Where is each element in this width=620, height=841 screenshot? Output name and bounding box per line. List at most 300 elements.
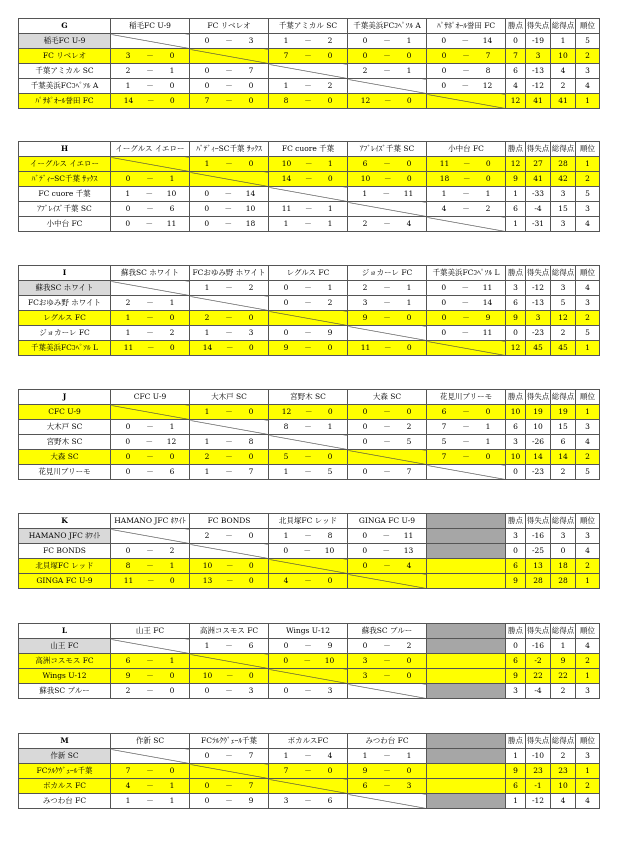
score-dash: － [147,576,155,585]
score-dash: － [145,219,153,228]
points: 12 [506,94,526,109]
goals-for: 1 [204,641,210,650]
goal-difference: 45 [526,341,551,356]
goals-for: 0 [125,174,131,183]
score-dash: － [304,81,312,90]
rank: 2 [576,654,600,669]
goals-against: 0 [485,159,491,168]
goals-for: 0 [204,781,210,790]
goals-against: 2 [327,81,333,90]
column-team-name: 山王 FC [111,624,190,639]
score-dash: － [146,766,154,775]
goals-against: 7 [485,51,491,60]
row-team-name: ﾊﾞﾃﾞｨｰSC千葉 ｻｯｸｽ [19,172,111,187]
goals-for: 7 [441,452,447,461]
rank: 3 [576,202,600,217]
goals-against: 0 [169,766,175,775]
match-score [348,529,427,544]
header-row [19,734,600,749]
stat-header: 総得点 [551,514,576,529]
match-score [111,574,190,589]
goals-for: 0 [125,452,131,461]
score-dash: － [225,796,233,805]
goals-against: 2 [327,298,333,307]
row-team-name: Wings U-12 [19,669,111,684]
score-dash: － [304,219,312,228]
goals-for: 10 [202,671,213,680]
self-match-cell [348,684,427,699]
points: 3 [506,281,526,296]
goals-for: 2 [204,531,210,540]
score-dash: － [145,189,153,198]
score-dash: － [225,313,233,322]
match-score [348,64,427,79]
goals-against: 0 [406,766,412,775]
score-dash: － [304,796,312,805]
team-row [19,544,600,559]
goals-for: 3 [362,671,368,680]
goals-against: 1 [406,751,412,760]
goals-for: 1 [204,328,210,337]
match-score [111,202,190,217]
self-match-cell [190,764,269,779]
column-team-name: 蘇我SC ブルー [348,624,427,639]
match-score [111,794,190,809]
points: 6 [506,420,526,435]
goals-total: 3 [551,281,576,296]
score-dash: － [462,51,470,60]
score-dash: － [305,174,313,183]
points: 1 [506,749,526,764]
column-team-name: レグルス FC [269,266,348,281]
score-dash: － [146,422,154,431]
team-row [19,669,600,684]
match-score [269,405,348,420]
match-score [348,544,427,559]
rank: 4 [576,544,600,559]
empty-cell [427,529,506,544]
score-dash: － [462,189,470,198]
column-team-name: 作新 SC [111,734,190,749]
score-dash: － [146,467,154,476]
self-match-cell [111,639,190,654]
goals-for: 9 [362,766,368,775]
goals-for: 0 [441,66,447,75]
points: 9 [506,172,526,187]
goals-for: 2 [362,219,368,228]
goals-for: 14 [123,96,134,105]
goals-against: 3 [327,686,333,695]
goals-against: 0 [406,313,412,322]
column-team-name: ジョカーレ FC [348,266,427,281]
stat-header: 勝点 [506,514,526,529]
self-match-cell [269,559,348,574]
group-label: H [19,142,111,157]
stat-header: 勝点 [506,19,526,34]
goals-for: 0 [204,796,210,805]
self-match-cell [111,405,190,420]
self-match-cell [427,341,506,356]
goals-against: 5 [406,437,412,446]
match-score [427,405,506,420]
score-dash: － [146,204,154,213]
stat-header: 勝点 [506,142,526,157]
row-team-name: 稲毛FC U-9 [19,34,111,49]
score-dash: － [225,36,233,45]
match-score [111,172,190,187]
score-dash: － [224,189,232,198]
empty-column [427,624,506,639]
goals-for: 3 [362,298,368,307]
goals-for: 0 [283,283,289,292]
goals-for: 0 [283,686,289,695]
empty-cell [427,574,506,589]
goals-against: 4 [406,219,412,228]
goal-difference: -16 [526,529,551,544]
score-dash: － [383,313,391,322]
empty-cell [427,749,506,764]
row-team-name: 小中台 FC [19,217,111,232]
score-dash: － [225,641,233,650]
match-score [348,559,427,574]
match-score [190,34,269,49]
column-team-name: ﾊﾟｻﾎﾟｵｰﾙ誉田 FC [427,19,506,34]
row-team-name: 蘇我SC ホワイト [19,281,111,296]
goals-against: 8 [485,66,491,75]
match-score [348,157,427,172]
goals-against: 5 [327,467,333,476]
stat-header: 得失点 [526,624,551,639]
goals-against: 2 [327,36,333,45]
match-score [111,326,190,341]
goals-for: 1 [204,467,210,476]
match-score [111,64,190,79]
header-row [19,142,600,157]
score-dash: － [304,283,312,292]
match-score [427,296,506,311]
row-team-name: FC リベレオ [19,49,111,64]
score-dash: － [225,96,233,105]
rank: 1 [576,341,600,356]
match-score [269,794,348,809]
goals-for: 0 [362,531,368,540]
points: 0 [506,639,526,654]
self-match-cell [427,217,506,232]
team-row [19,311,600,326]
points: 9 [506,764,526,779]
score-dash: － [225,686,233,695]
goal-difference: -23 [526,465,551,480]
score-dash: － [382,546,390,555]
goals-for: 2 [125,686,131,695]
match-score [190,465,269,480]
column-team-name: ボカルスFC [269,734,348,749]
match-score [348,749,427,764]
goals-for: 4 [125,781,131,790]
goals-for: 2 [125,66,131,75]
goals-for: 9 [362,313,368,322]
goals-against: 3 [406,781,412,790]
match-score [190,749,269,764]
rank: 4 [576,435,600,450]
column-team-name: ﾊﾞﾃﾞｨｰSC千葉 ｻｯｸｽ [190,142,269,157]
score-dash: － [462,313,470,322]
points: 4 [506,79,526,94]
goals-against: 0 [406,343,412,352]
goals-against: 0 [248,671,254,680]
stat-header: 総得点 [551,734,576,749]
team-row [19,529,600,544]
goals-against: 0 [248,576,254,585]
stat-header: 勝点 [506,734,526,749]
stat-header: 総得点 [551,19,576,34]
goals-against: 11 [482,328,493,337]
goals-for: 0 [362,51,368,60]
goals-against: 7 [248,751,254,760]
score-dash: － [146,546,154,555]
score-dash: － [304,531,312,540]
goals-for: 1 [204,407,210,416]
goals-for: 3 [362,656,368,665]
stat-header: 順位 [576,142,600,157]
score-dash: － [145,437,153,446]
goals-against: 1 [169,561,175,570]
row-team-name: 千葉アミカル SC [19,64,111,79]
score-dash: － [461,283,469,292]
goal-difference: -12 [526,281,551,296]
self-match-cell [427,465,506,480]
match-score [190,326,269,341]
score-dash: － [383,66,391,75]
goals-against: 9 [327,328,333,337]
match-score [427,202,506,217]
stat-header: 得失点 [526,390,551,405]
goals-for: 0 [204,81,210,90]
goals-against: 0 [169,452,175,461]
goals-against: 10 [166,189,177,198]
match-score [190,574,269,589]
goals-for: 0 [362,546,368,555]
match-score [269,654,348,669]
goal-difference: 27 [526,157,551,172]
column-team-name: 北貝塚FC レッド [269,514,348,529]
match-score [269,639,348,654]
goals-for: 0 [362,407,368,416]
column-team-name: FC リベレオ [190,19,269,34]
team-row [19,64,600,79]
goals-against: 6 [248,641,254,650]
self-match-cell [111,34,190,49]
team-row [19,420,600,435]
goals-for: 2 [362,66,368,75]
goals-for: 0 [362,561,368,570]
goals-for: 6 [441,407,447,416]
score-dash: － [304,298,312,307]
column-team-name: イーグルス イエロー [111,142,190,157]
empty-column [427,514,506,529]
empty-column [427,734,506,749]
match-score [111,465,190,480]
match-score [190,684,269,699]
match-score [348,465,427,480]
empty-cell [427,764,506,779]
empty-cell [427,779,506,794]
goals-for: 12 [281,407,292,416]
goals-for: 11 [123,576,134,585]
empty-cell [427,684,506,699]
goals-against: 1 [327,159,333,168]
team-row [19,779,600,794]
column-team-name: 稲毛FC U-9 [111,19,190,34]
score-dash: － [226,343,234,352]
match-score [269,749,348,764]
score-dash: － [384,174,392,183]
header-row [19,390,600,405]
rank: 3 [576,684,600,699]
match-score [269,79,348,94]
points: 3 [506,684,526,699]
rank: 3 [576,64,600,79]
match-score [269,529,348,544]
group-table-g [18,18,600,109]
score-dash: － [383,422,391,431]
goals-total: 2 [551,465,576,480]
score-dash: － [225,66,233,75]
goals-total: 3 [551,187,576,202]
goals-against: 1 [169,298,175,307]
goals-total: 41 [551,94,576,109]
match-score [190,779,269,794]
empty-cell [427,544,506,559]
score-dash: － [303,656,311,665]
stat-header: 総得点 [551,390,576,405]
column-team-name: 高洲コスモス FC [190,624,269,639]
match-score [190,341,269,356]
goals-against: 0 [485,452,491,461]
score-dash: － [224,219,232,228]
points: 10 [506,405,526,420]
goals-for: 13 [202,576,213,585]
score-dash: － [463,174,471,183]
rank: 3 [576,529,600,544]
match-score [111,435,190,450]
goals-for: 11 [360,343,371,352]
stat-header: 総得点 [551,266,576,281]
row-team-name: HAMANO JFC ﾎﾜｲﾄ [19,529,111,544]
goals-for: 0 [125,219,131,228]
points: 3 [506,529,526,544]
goals-for: 7 [441,422,447,431]
goals-against: 0 [248,561,254,570]
team-row [19,202,600,217]
goals-for: 9 [283,343,289,352]
match-score [269,172,348,187]
team-row [19,187,600,202]
match-score [269,217,348,232]
match-score [348,779,427,794]
score-dash: － [384,96,392,105]
goals-for: 10 [202,561,213,570]
goal-difference: -13 [526,296,551,311]
goals-against: 0 [169,686,175,695]
goals-against: 1 [169,174,175,183]
goals-against: 7 [406,467,412,476]
goals-for: 0 [362,641,368,650]
header-row [19,19,600,34]
self-match-cell [269,435,348,450]
match-score [348,420,427,435]
goals-for: 1 [441,189,447,198]
goals-for: 1 [283,81,289,90]
goals-against: 2 [169,328,175,337]
goals-total: 2 [551,749,576,764]
goal-difference: 23 [526,764,551,779]
goals-for: 9 [125,671,131,680]
goal-difference: 13 [526,559,551,574]
match-score [269,544,348,559]
score-dash: － [383,437,391,446]
match-score [348,654,427,669]
team-row [19,764,600,779]
points: 12 [506,157,526,172]
goals-against: 0 [485,174,491,183]
goals-total: 22 [551,669,576,684]
match-score [427,187,506,202]
stat-header: 勝点 [506,390,526,405]
goal-difference: -33 [526,187,551,202]
score-dash: － [146,313,154,322]
goals-against: 7 [248,66,254,75]
goals-against: 0 [485,407,491,416]
empty-cell [427,639,506,654]
goals-for: 0 [204,751,210,760]
goals-against: 8 [327,531,333,540]
points: 0 [506,544,526,559]
points: 6 [506,559,526,574]
goals-total: 2 [551,79,576,94]
rank: 5 [576,465,600,480]
goal-difference: -10 [526,749,551,764]
points: 6 [506,654,526,669]
goals-against: 1 [169,66,175,75]
score-dash: － [461,81,469,90]
team-row [19,172,600,187]
match-score [269,34,348,49]
row-team-name: 蘇我SC ブルー [19,684,111,699]
column-team-name: 小中台 FC [427,142,506,157]
match-score [190,79,269,94]
score-dash: － [304,422,312,431]
goals-against: 8 [248,437,254,446]
goals-against: 0 [248,159,254,168]
score-dash: － [304,641,312,650]
match-score [190,281,269,296]
goal-difference: 3 [526,311,551,326]
self-match-cell [190,420,269,435]
goal-difference: 10 [526,420,551,435]
group-label: G [19,19,111,34]
group-label: L [19,624,111,639]
points: 6 [506,64,526,79]
score-dash: － [304,751,312,760]
match-score [427,281,506,296]
goals-against: 0 [169,81,175,90]
goals-total: 9 [551,654,576,669]
goals-for: 0 [362,467,368,476]
goals-for: 4 [441,204,447,213]
match-score [269,326,348,341]
goals-for: 1 [283,36,289,45]
